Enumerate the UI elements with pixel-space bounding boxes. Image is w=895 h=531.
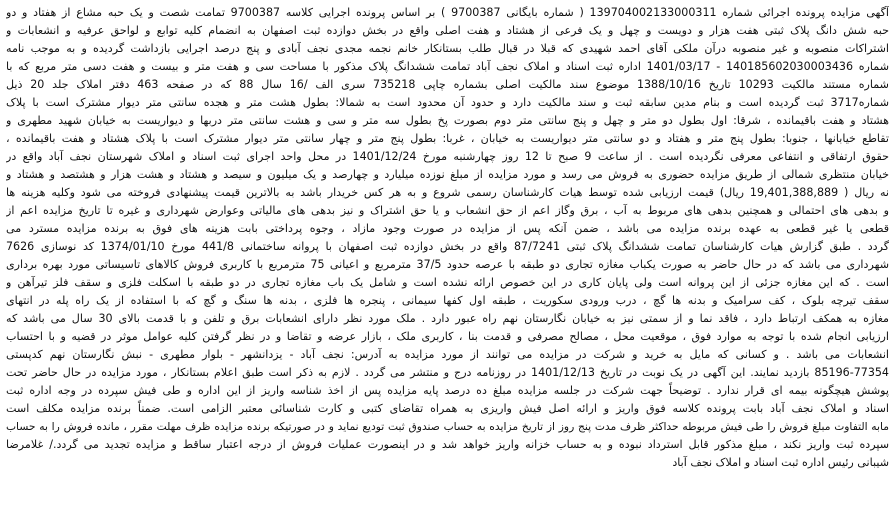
notice-line-24: مابه التفاوت مبلغ فروش را طی فیش مربوطه حداکثر ظرف مدت پنج روز از تاریخ مزایده به حساب صندوق ثبت تودیع نماید و در صورتیکه برنده مزایده ظرف مهلت مقرر ، مانده فروش را به حساب: [6, 420, 889, 433]
notice-line-10: خیابان منتظری شمالی از طریق مزایده حضوری به فروش می رسد و مورد مزایده از مبلغ نوزده میلیارد و چهارصد و یک میلیون و سیصد و هشتاد و هشت هزار و هشتصد و هشتاد و: [6, 168, 889, 181]
notice-line-22: پوشش هیچگونه بیمه ای قرار ندارد . توضیحاً جهت شرکت در جلسه مزایده مبلغ ده درصد پایه مزایده پس از اخذ شناسه واریز از این اداره و طی فیش سپرده در وجه اداره ثبت: [6, 384, 889, 397]
notice-line-17: سقف تیرچه بلوک ، کف سرامیک و بدنه ها گچ ، درب ورودی سکوریت ، طبقه اول کفها سیمانی ، پنجره ها فلزی ، بدنه ها سنگ و گچ که با استفاده از یک راه پله در انتهای: [6, 294, 889, 307]
notice-line-26-signature: شیبانی رئیس اداره ثبت اسناد و املاک نجف آباد: [672, 456, 889, 469]
notice-line-13: قطعی یا غیر قطعی به عهده برنده مزایده می باشد ، ضمن آنکه پس از مزایده در صورت وجود مازاد ، وجوه پرداختی بابت هزینه های فوق به برنده مزایده مسترد می: [6, 222, 889, 235]
notice-line-2: حبه شش دانگ پلاک ثبتی هفت هزار و دویست و چهل و یک فرعی از هشتاد و هفت اصلی واقع در بخش دوازده ثبت اصفهان به انضمام کلیه توابع و لواحق عرفیه و انشعابات و: [6, 24, 889, 37]
notice-line-21: 85196-77354 بازدید نمایند. این آگهی در یک نوبت در تاریخ 1401/12/13 در روزنامه درج و منتشر می گردد . لازم به ذکر است طبق اعلام بستانکار ، مورد مزایده در حال حاضر تحت: [6, 366, 889, 379]
notice-line-1: آگهی مزایده پرونده اجرائی شماره 139704002133000311 ( شماره بایگانی 9700387 ) بر اساس پرونده اجرایی کلاسه 9700387 تمامت شصت و یک حبه مشاع از هفتاد و دو: [6, 6, 889, 19]
notice-line-3: اشتراکات منصوبه و غیر منصوبه درآن ملکی آقای احمد شهیدی که قبلا در قبال طلب بستانکار خانم نجمه مجدی نجف آبادی و پنج درصد اجرایی بازداشت گردیده و به موجب نامه: [6, 42, 889, 55]
notice-line-4: شماره 140185602030003436 - 1401/03/17 اداره ثبت اسناد و املاک نجف آباد تمامت ششدانگ پلاک مذکور با مساحت سی و هفت متر و بیست و هفت دسی متر مربع که با: [6, 60, 889, 73]
notice-line-23: اسناد و املاک نجف آباد بابت پرونده کلاسه فوق واریز و ارائه اصل فیش واریزی به همراه تقاضای کتبی و کارت شناسائی معتبر الزامی است. ضمناً برنده مزایده مکلف است: [6, 402, 889, 415]
notice-line-12: و بدهی های احتمالی و همچنین بدهی های مربوط به آب ، برق وگاز اعم از حق انشعاب و یا حق اشتراک و نیز بدهی های مالیاتی وعوارض شهرداری و غیره تا تاریخ مزایده اعم از: [6, 204, 889, 217]
notice-line-19: ارزیابی انجام شده با توجه به موارد فوق ، موقعیت محل ، مصالح مصرفی و قدمت بنا ، کاربری ملک ، بازار عرضه و تقاضا و در نظر گرفتن کلیه عوامل موثر در قضیه و با احتساب: [6, 330, 889, 343]
notice-line-20: انشعابات می باشد . و کسانی که مایل به خرید و شرکت در مزایده می توانند از مورد مزایده به آدرس: نجف آباد - یزدانشهر - بلوار مطهری - نبش نگارستان نهم کدپستی: [6, 348, 889, 361]
notice-line-7: هشتاد و هفت باقیمانده ، شرقا: اول بطول دو متر و چهل و پنج سانتی متر دوم بصورت پخ بطول سه متر و سی و هشت سانتی متر دربها و دیواریست به خیابان شهید مطهری و: [6, 114, 889, 127]
notice-line-14: گردد . طبق گزارش هیات کارشناسان تمامت ششدانگ پلاک ثبتی 87/7241 واقع در بخش دوازده ثبت اصفهان با پروانه ساختمانی 441/8 مورخ 1374/01/10 کد نوسازی 7626: [6, 240, 889, 253]
notice-line-15: شهرداری می باشد که در حال حاضر به صورت یکباب مغازه تجاری دو طبقه با عرصه حدود 37/5 مترمربع و اعیانی 75 مترمربع با کاربری فروش کالاهای تاسیساتی مورد بهره برداری: [6, 258, 889, 271]
notice-line-6: شماره3717 ثبت گردیده است و بنام مدین سابقه ثبت و سند مالکیت دارد و حدود آن محدود است به شمالا: بطول هشت متر و هجده سانتی متر دیوار مشترک است با پلاک: [6, 96, 889, 109]
notice-line-5: شماره مستند مالکیت 10293 تاریخ 1388/10/16 موضوع سند مالکیت اصلی بشماره چاپی 735218 سری الف /16 سال 88 که در صفحه 463 دفتر املاک جلد 20 ذیل: [6, 78, 889, 91]
notice-line-9: حقوق ارتفاقی و انتفاعی معرفی نگردیده است . از ساعت 9 صبح تا 12 روز چهارشنبه مورخ 1401/12/24 در محل واحد اجرای ثبت اسناد و املاک شهرستان نجف آباد واقع در: [6, 150, 889, 163]
notice-line-8: تقاطع خیابانها ، جنوبا: بطول پنج متر و هفتاد و دو سانتی متر دیواریست به خیابان ، غربا: بطول پنج متر و چهار سانتی متر دیوار مشترک است با پلاک هشتاد و هفت باقیمانده ،: [6, 132, 889, 145]
notice-line-18: مغازه به همکف ارتباط دارد ، فاقد نما و از سمتی نیز به خیابان نگارستان نهم راه عبور دارد . ملک مورد نظر دارای انشعابات برق و تلفن و با قدمت بالای 30 سال می باشد که: [6, 312, 889, 325]
auction-notice-document: [6, 4, 889, 527]
notice-line-16: است . که این مغازه جزئی از این پروانه است ولی پایان کاری در این خصوص ارائه نشده است و شامل یک باب مغازه تجاری در دو طبقه با اسکلت فلزی و سقف فلز تیرآهن و: [6, 276, 889, 289]
notice-line-25: سپرده ثبت واریز نکند ، مبلغ مذکور قابل استرداد نبوده و به حساب خزانه واریز خواهد شد و در اینصورت عملیات فروش از درجه اعتبار ساقط و مزایده تجدید می گردد./ غلامرضا: [6, 438, 889, 451]
notice-line-11: نه ریال ( 19,401,388,889 ریال) قیمت ارزیابی شده توسط هیات کارشناسان رسمی شروع و به هر کس خریدار باشد به بالاترین قیمت پیشنهادی فروخته می شود وکلیه هزینه ها: [6, 186, 889, 199]
